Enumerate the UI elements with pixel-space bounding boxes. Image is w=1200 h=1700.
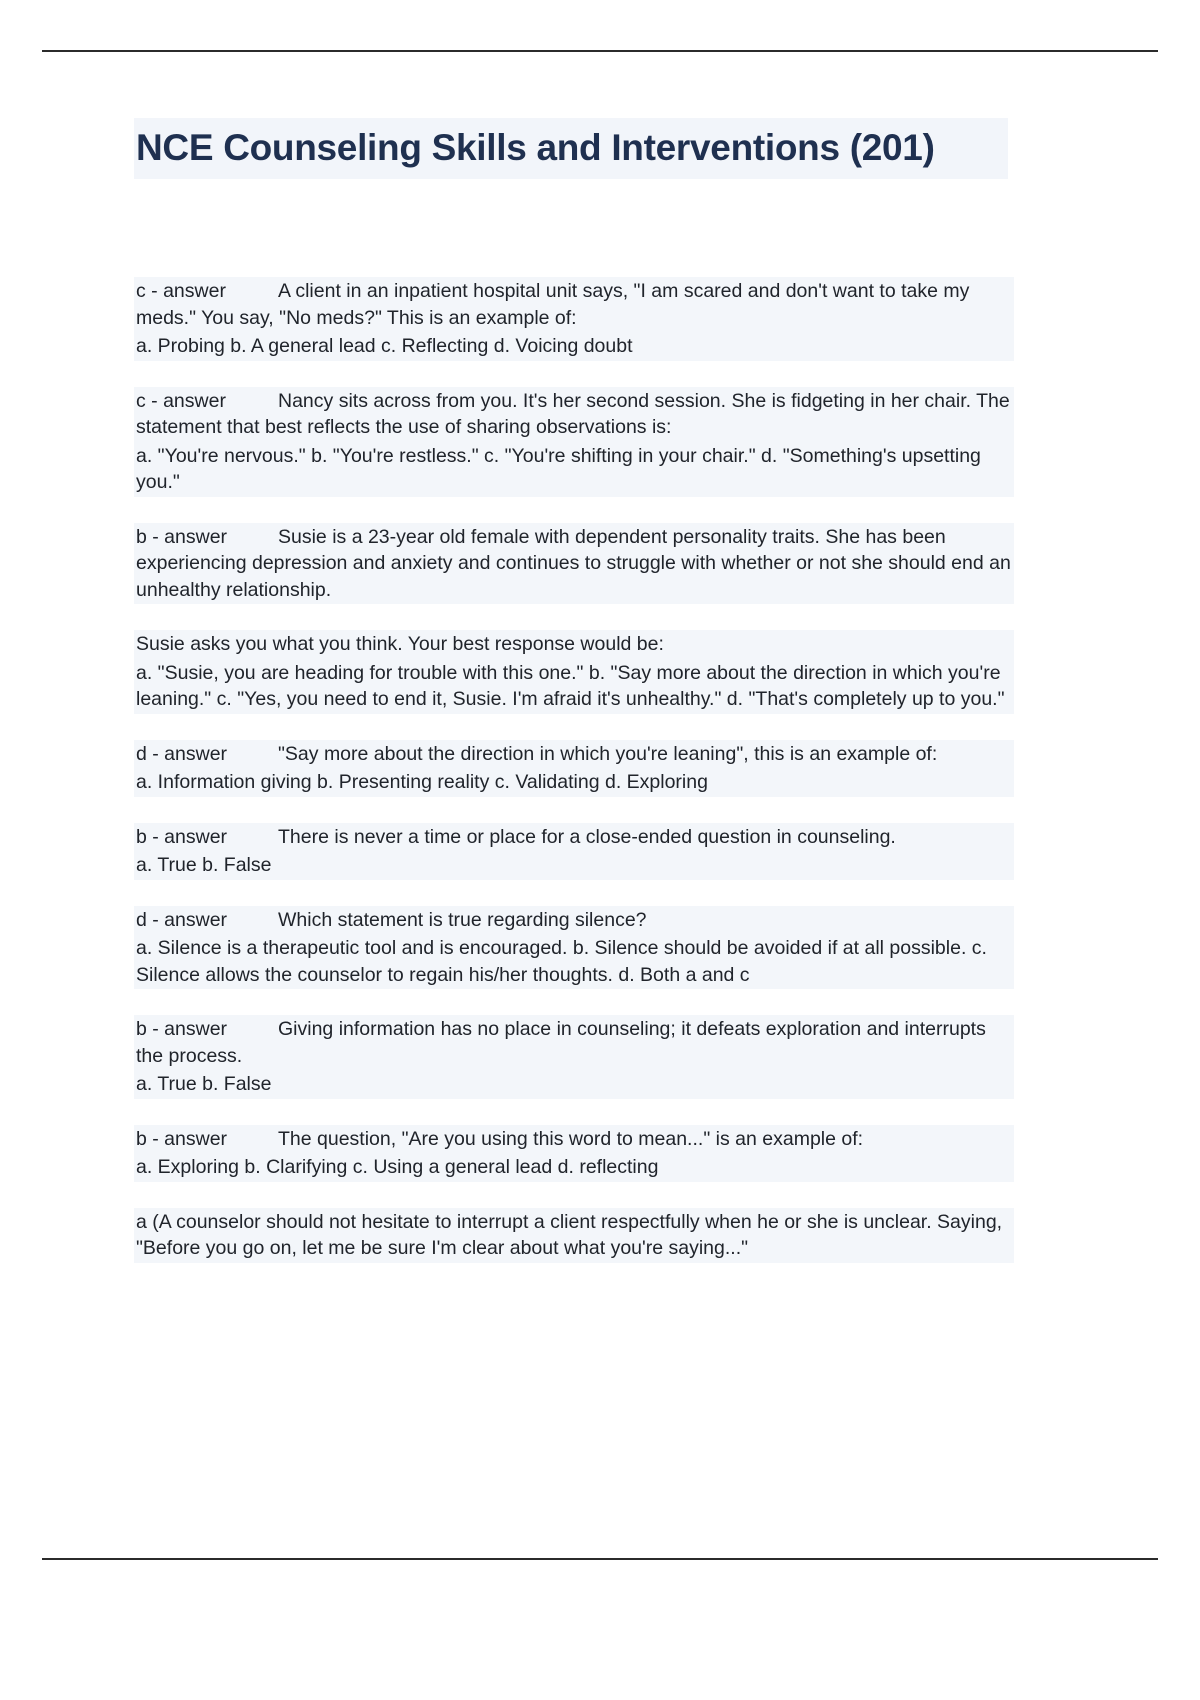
answer-tag: c - answer — [136, 280, 226, 302]
options-text: a. True b. False — [134, 851, 1014, 880]
qa-list — [134, 277, 1014, 1263]
question-text: Nancy sits across from you. It's her second session. She is fidgeting in her chair. The statement that best reflects the use of sharing observations is: — [136, 389, 1010, 438]
question-continuation: Susie asks you what you think. Your best response would be: — [134, 630, 1014, 659]
qa-answer-and-question — [134, 906, 1014, 935]
options-text: a. Exploring b. Clarifying c. Using a general lead d. reflecting — [134, 1153, 1014, 1182]
answer-tag: b - answer — [136, 1127, 228, 1150]
answer-tag: d - answer — [136, 908, 228, 931]
answer-tag: b - answer — [136, 825, 228, 848]
trailing-note: a (A counselor should not hesitate to interrupt a client respectfully when he or she is unclear. Saying, "Before you go on, let me be sure I'm clear about what you're saying..." — [134, 1208, 1014, 1263]
qa-item-2 — [134, 387, 1014, 497]
qa-answer-and-question — [134, 740, 1014, 769]
qa-item-6 — [134, 906, 1014, 990]
options-text: a. Information giving b. Presenting reality c. Validating d. Exploring — [134, 768, 1014, 797]
qa-item-7 — [134, 1015, 1014, 1099]
qa-answer-and-question — [134, 1015, 1014, 1070]
question-text: "Say more about the direction in which you're leaning", this is an example of: — [278, 742, 938, 765]
question-text: Susie is a 23-year old female with dependent personality traits. She has been experiencing depression and anxiety and continues to struggle with whether or not she should end an unhealthy relationship. — [136, 525, 1011, 601]
question-text: There is never a time or place for a close-ended question in counseling. — [278, 825, 896, 848]
footer-divider — [42, 1558, 1158, 1560]
question-text: The question, "Are you using this word to mean..." is an example of: — [278, 1127, 864, 1150]
page-title: NCE Counseling Skills and Interventions (201) — [134, 118, 1008, 179]
qa-answer-and-question — [134, 823, 1014, 852]
options-text: a. Silence is a therapeutic tool and is encouraged. b. Silence should be avoided if at all possible. c. Silence allows the counselor to regain his/her thoughts. d. Both a and c — [134, 934, 1014, 989]
qa-answer-and-question — [134, 387, 1014, 442]
qa-item-5 — [134, 823, 1014, 880]
question-text: A client in an inpatient hospital unit says, "I am scared and don't want to take my meds." You say, "No meds?" This is an example of: — [136, 280, 970, 329]
paragraph-spacer — [134, 604, 1014, 630]
answer-tag: c - answer — [136, 389, 226, 412]
question-text: Giving information has no place in counseling; it defeats exploration and interrupts the process. — [136, 1018, 986, 1067]
options-text: a. Probing b. A general lead c. Reflecting d. Voicing doubt — [134, 332, 1014, 361]
qa-item-8 — [134, 1125, 1014, 1182]
qa-item-1 — [134, 277, 1014, 361]
qa-answer-and-question — [134, 523, 1014, 605]
qa-item-3 — [134, 523, 1014, 714]
answer-tag: b - answer — [136, 1018, 228, 1040]
header-divider — [42, 50, 1158, 52]
answer-tag: d - answer — [136, 742, 228, 765]
qa-item-4 — [134, 740, 1014, 797]
trailing-note-block — [134, 1208, 1014, 1263]
options-text: a. "Susie, you are heading for trouble with this one." b. "Say more about the direction in which you're leaning." c. "Yes, you need to end it, Susie. I'm afraid it's unhealthy." d. "That's completely up to you." — [134, 659, 1014, 714]
qa-answer-and-question — [134, 277, 1014, 332]
answer-tag: b - answer — [136, 525, 228, 548]
options-text: a. "You're nervous." b. "You're restless." c. "You're shifting in your chair." d. "Something's upsetting you." — [134, 442, 1014, 497]
options-text: a. True b. False — [134, 1070, 1014, 1099]
qa-answer-and-question — [134, 1125, 1014, 1154]
question-text: Which statement is true regarding silence? — [278, 908, 647, 931]
document-content — [134, 118, 1014, 1289]
